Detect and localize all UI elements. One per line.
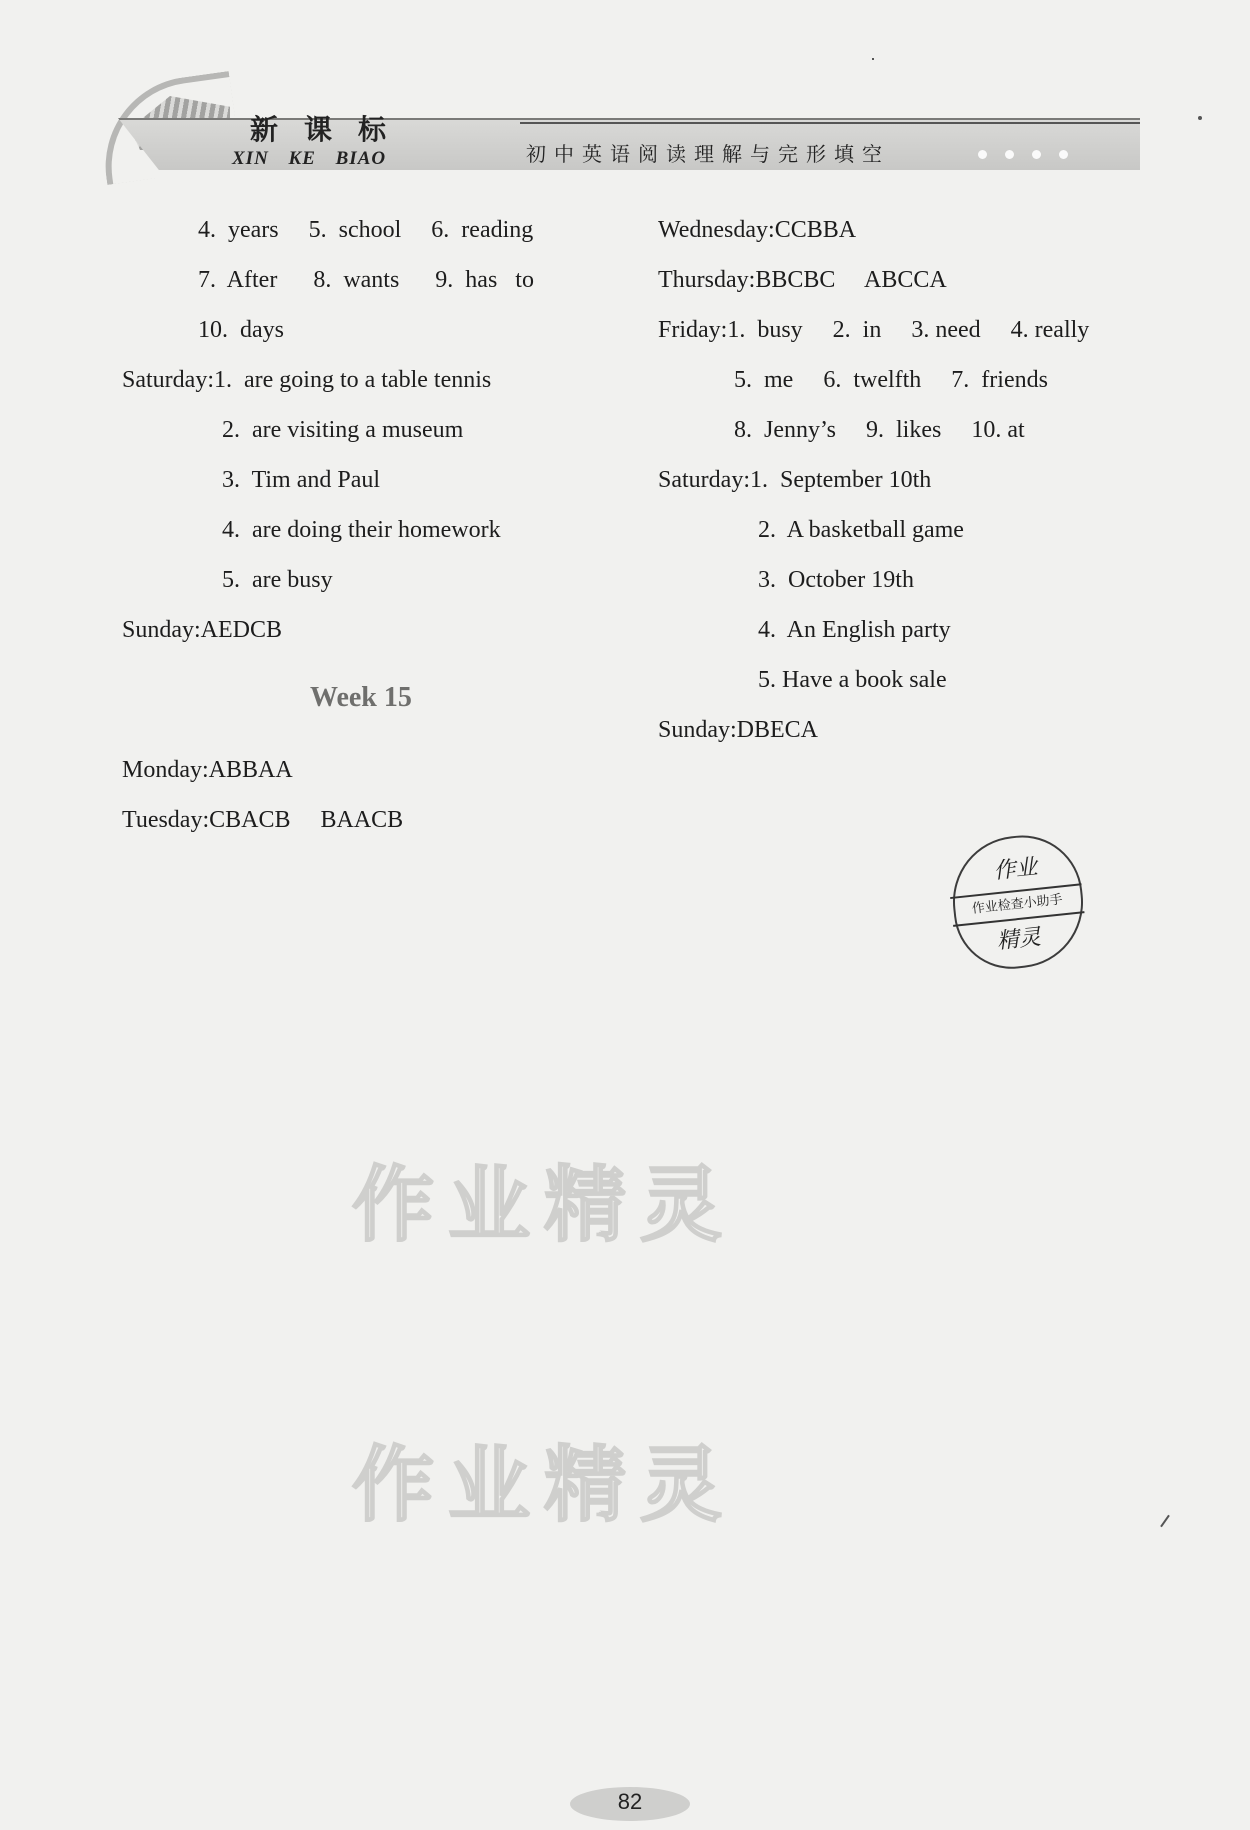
book-title: 初中英语阅读理解与完形填空 xyxy=(526,142,890,166)
answer-line: Sunday:AEDCB xyxy=(122,617,283,643)
stamp-top-text: 作业 xyxy=(992,854,1039,885)
header-rule xyxy=(520,122,1140,124)
answer-line: 8. Jenny’s 9. likes 10. at xyxy=(734,417,1025,443)
answer-line: 7. After 8. wants 9. has to xyxy=(198,267,534,293)
answer-line: Monday:ABBAA xyxy=(122,757,293,783)
homework-helper-stamp xyxy=(946,830,1089,975)
brand-chinese: 新课标 xyxy=(250,113,413,146)
answer-line: 3. Tim and Paul xyxy=(222,467,381,493)
answer-line: Sunday:DBECA xyxy=(658,717,819,743)
watermark: 作业精灵 xyxy=(352,1438,737,1533)
answer-line: Friday:1. busy 2. in 3. need 4. really xyxy=(658,317,1090,343)
answer-line: 10. days xyxy=(198,317,284,343)
week-heading: Week 15 xyxy=(310,682,412,713)
answer-line: Saturday:1. September 10th xyxy=(658,467,932,493)
answer-line: Thursday:BBCBC ABCCA xyxy=(658,267,947,293)
answer-line: 5. me 6. twelfth 7. friends xyxy=(734,367,1048,393)
answer-line: Tuesday:CBACB BAACB xyxy=(122,807,404,833)
answer-line: 4. An English party xyxy=(758,617,951,643)
page-number-badge xyxy=(570,1783,690,1823)
scan-speck xyxy=(1198,116,1202,120)
page-number: 82 xyxy=(617,1789,643,1814)
answer-line: 5. are busy xyxy=(222,567,333,593)
answer-line: 4. years 5. school 6. reading xyxy=(198,217,534,243)
answer-line: Saturday:1. are going to a table tennis xyxy=(122,367,492,393)
answer-line: 4. are doing their homework xyxy=(222,517,501,543)
answer-line: 5. Have a book sale xyxy=(758,667,947,693)
answer-line: Wednesday:CCBBA xyxy=(658,217,857,243)
scan-speck xyxy=(872,58,874,60)
answer-line: 2. A basketball game xyxy=(758,517,964,543)
stamp-middle-text: 作业检查小助手 xyxy=(950,883,1084,927)
brand-pinyin: XIN KE BIAO xyxy=(232,148,387,169)
answer-line: 3. October 19th xyxy=(758,567,914,593)
stamp-bottom-text: 精灵 xyxy=(995,924,1043,955)
scan-speck xyxy=(1160,1515,1170,1528)
header-dots xyxy=(978,146,1086,164)
answer-line: 2. are visiting a museum xyxy=(222,417,464,443)
watermark: 作业精灵 xyxy=(352,1158,737,1253)
